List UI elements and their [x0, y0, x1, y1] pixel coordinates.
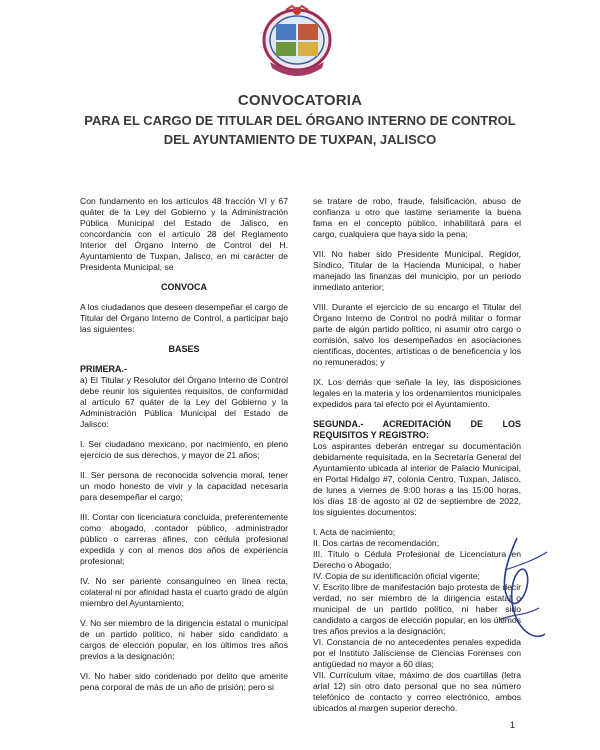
document-item: VI. Constancia de no antecedentes penales expedida por el Instituto Jalisciense de Ciencias Forenses con antigüedad no mayor a 60 días;: [313, 637, 521, 669]
convoca-paragraph: A los ciudadanos que deseen desempeñar el cargo de Titular del Órgano Interno de Control, a participar bajo las siguientes:: [80, 302, 288, 334]
municipal-seal-logo: [256, 4, 338, 82]
document-title: CONVOCATORIA: [237, 92, 363, 109]
requirement-ix: IX. Los demás que señale la ley, las disposiciones legales en la materia y los ordenamientos municipales expedidos para tal efecto por el Ayuntamiento.: [313, 377, 521, 409]
requirement-ii: II. Ser persona de reconocida solvencia moral, tener un modo honesto de vivir y la capacidad necesaria para desempeñar el cargo;: [80, 470, 288, 502]
document-item: VII. Currículum vitae, máximo de dos cuartillas (letra arial 12) sin otro dato personal que no sea número telefónico de contacto y correo electrónico, ambos ubicados al margen superior derecho.: [313, 670, 521, 713]
handwritten-signature: [487, 530, 557, 650]
requirement-i: I. Ser ciudadano mexicano, por nacimiento, en pleno ejercicio de sus derechos, y mayor de 21 años;: [80, 439, 288, 460]
primera-paragraph-a: a) El Titular y Resolutor del Órgano Interno de Control debe reunir los siguientes requisitos, de conformidad al artículo 67 quáter de la Ley del Gobierno y la Administración Pública Municipal del Estado de Jalisco:: [80, 375, 288, 429]
page-number: 1: [510, 720, 516, 730]
requirement-vii: VII. No haber sido Presidente Municipal, Regidor, Síndico, Titular de la Hacienda Municipal, o haber manejado las finanzas del municipio, por un periodo inmediato anterior;: [313, 249, 521, 292]
document-item: V. Escrito libre de manifestación bajo protesta de decir verdad, no ser miembro de la dirigencia estatal o municipal de un partido político, ni haber sido candidato a cargos de elección popular, en los últimos tres años previos a la designación;: [313, 582, 521, 636]
requirement-iv: IV. No ser pariente consanguíneo en línea recta, colateral ni por afinidad hasta el cuarto grado de algún miembro del Ayuntamiento;: [80, 576, 288, 608]
document-item: III. Título o Cédula Profesional de Licenciatura en Derecho o Abogado;: [313, 549, 521, 570]
primera-heading: PRIMERA.-: [80, 364, 127, 374]
segunda-heading: SEGUNDA.- ACREDITACIÓN DE LOS REQUISITOS Y REGISTRO:: [313, 419, 521, 440]
document-item: I. Acta de nacimiento;: [313, 527, 396, 537]
convoca-heading: CONVOCA: [160, 282, 207, 292]
document-subtitle-line2: DEL AYUNTAMIENTO DE TUXPAN, JALISCO: [163, 132, 437, 147]
requirement-v: V. No ser miembro de la dirigencia estatal o municipal de un partido político, ni haber sido candidato a cargos de elección popular, en los últimos tres años previos a la designación;: [80, 618, 288, 661]
document-item: IV. Copia de su identificación oficial vigente;: [313, 571, 480, 581]
segunda-paragraph: Los aspirantes deberán entregar su documentación debidamente requisitada, en la Secretaría General del Ayuntamiento ubicada al interior de Palacio Municipal, en Portal Hidalgo #7, colonia Centro, Tuxpan, Jalisco, de lunes a viernes de 9:00 horas a las 15:00 horas, los días 18 de agosto al 02 de septiembre de 2022, los siguientes documentos:: [313, 441, 521, 517]
requirement-vi: VI. No haber sido condenado por delito que amerite pena corporal de más de un año de prisión; pero si: [80, 671, 288, 692]
document-item: II. Dos cartas de recomendación;: [313, 538, 440, 548]
intro-paragraph: Con fundamento en los artículos 48 fracción VI y 67 quáter de la Ley del Gobierno y la Administración Pública Municipal del Estado de Jalisco, en concordancia con el artículo 28 del Reglamento Interior del Órgano Interno de Control del H. Ayuntamiento de Tuxpan, Jalisco, en mi carácter de Presidenta Municipal, se: [80, 196, 288, 272]
requirement-viii: VIII. Durante el ejercicio de su encargo el Titular del Órgano Interno de Control no podrá militar o formar parte de algún partido político, ni asumir otro cargo o comisión, salvo los desempeñados en asociaciones científicas, docentes, artísticas o de beneficencia y los no remunerados; y: [313, 302, 521, 367]
document-header: [0, 92, 600, 148]
requirement-vi-continued: se tratare de robo, fraude, falsificación, abuso de confianza u otro que lastime seriamente la buena fama en el concepto público, inhabilitará para el cargo, cualquiera que haya sido la pena;: [313, 196, 521, 239]
document-subtitle-line1: PARA EL CARGO DE TITULAR DEL ÓRGANO INTERNO DE CONTROL: [84, 113, 516, 128]
requirement-iii: III. Contar con licenciatura concluida, preferentemente como abogado, contador público, administrador público o carreras afines, con cédula profesional expedida y con al menos dos años de experiencia profesional;: [80, 512, 288, 566]
left-column: [80, 196, 288, 702]
bases-heading: BASES: [168, 344, 200, 354]
